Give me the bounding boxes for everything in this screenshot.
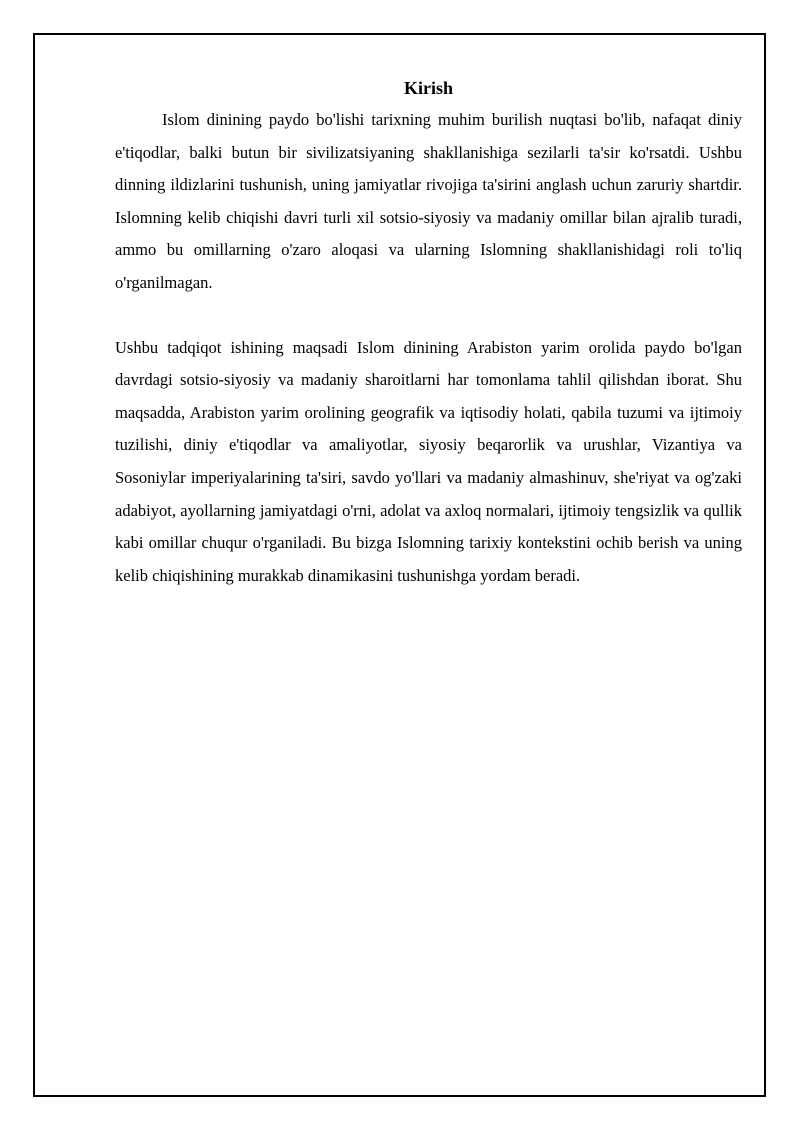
intro-paragraph-2: Ushbu tadqiqot ishining maqsadi Islom dinining Arabiston yarim orolida paydo bo'lgan davrdagi sotsio-siyosiy va madaniy sharoitlarni har tomonlama tahlil qilishdan iborat. Shu maqsadda, Arabiston yarim orolining geografik va iqtisodiy holati, qabila tuzumi va ijtimoiy tuzilishi, diniy e'tiqodlar va amaliyotlar, siyosiy beqarorlik va urushlar, Vizantiya va Sosoniylar imperiyalarining ta'siri, savdo yo'llari va madaniy almashinuv, she'riyat va og'zaki adabiyot, ayollarning jamiyatdagi o'rni, adolat va axloq normalari, ijtimoiy tengsizlik va qullik kabi omillar chuqur o'rganiladi. Bu bizga Islomning tarixiy kontekstini ochib berish va uning kelib chiqishining murakkab dinamikasini tushunishga yordam beradi.: [115, 337, 742, 585]
document-body: [115, 74, 742, 592]
paragraph-spacer: [115, 300, 742, 332]
page-title: Kirish: [403, 78, 453, 98]
intro-paragraph-1: Islom dinining paydo bo'lishi tarixning muhim burilish nuqtasi bo'lib, nafaqat diniy e'tiqodlar, balki butun bir sivilizatsiyaning shakllanishiga sezilarli ta'sir ko'rsatdi. Ushbu dinning ildizlarini tushunish, uning jamiyatlar rivojiga ta'sirini anglash uchun zaruriy shartdir. Islomning kelib chiqishi davri turli xil sotsio-siyosiy va madaniy omillar bilan ajralib turadi, ammo bu omillarning o'zaro aloqasi va ularning Islomning shakllanishidagi roli to'liq o'rganilmagan.: [115, 110, 742, 292]
